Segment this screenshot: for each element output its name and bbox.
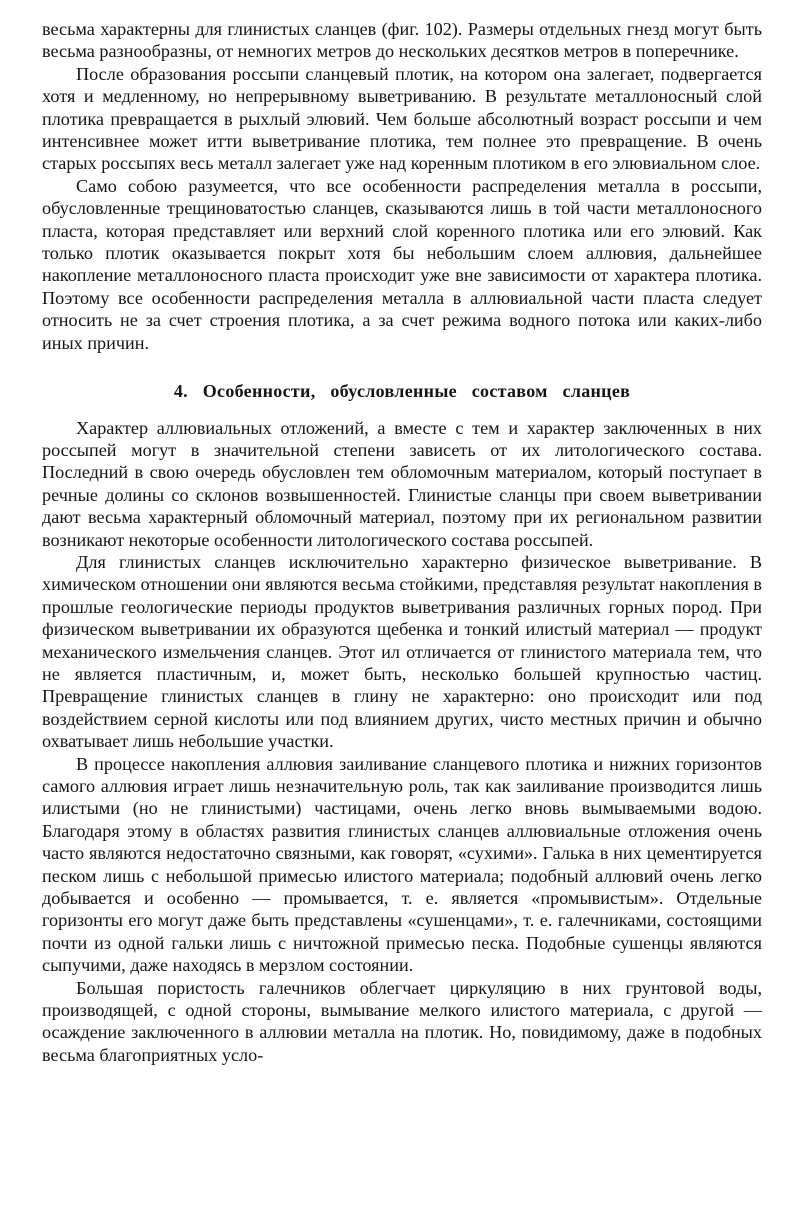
section-heading: 4. Особенности, обусловленные составом сланцев (173, 381, 631, 402)
paragraph-continuation: весьма характерны для глинистых сланцев (фиг. 102). Размеры отдельных гнезд могут быть весьма разнообразны, от немногих метров до нескольких десятков метров в поперечнике. (42, 19, 762, 62)
paragraph-physical-weathering: Для глинистых сланцев исключительно характерно физическое выветривание. В химическом отношении они являются весьма стойкими, представляя результат накопления в прошлые геологические периоды продуктов выветривания различных горных пород. При физическом выветривании их образуются щебенка и тонкий илистый материал — продукт механического измельчения сланцев. Этот ил отличается от глинистого материала тем, что не является пластичным, и, может быть, несколько большей крупностью частиц. Превращение глинистых сланцев в глину не характерно: оно происходит или под воздействием серной кислоты или под влиянием других, чисто местных причин и обычно охватывает лишь небольшие участки. (42, 551, 762, 752)
paragraph-porosity: Большая пористость галечников облегчает циркуляцию в них грунтовой воды, производящей, с одной стороны, вымывание мелкого илистого материала, с другой — осаждение заключенного в аллювии металла на плотик. Но, повидимому, даже в подобных весьма благоприятных усло- (42, 977, 762, 1065)
paragraph-metal-distribution: Само собою разумеется, что все особенности распределения металла в россыпи, обусловленные трещиноватостью сланцев, сказываются лишь в той части металлоносного пласта, которая представляет или верхний слой коренного плотика или его элювий. Как только плотик оказывается покрыт хотя бы небольшим слоем аллювия, дальнейшее накопление металлоносного пласта происходит уже вне зависимости от характера плотика. Поэтому все особенности распределения металла в аллювиальной части пласта следует относить не за счет строения плотика, а за счет режима водного потока или каких-либо иных причин. (42, 175, 762, 353)
paragraph-alluvial-character: Характер аллювиальных отложений, а вместе с тем и характер заключенных в них россыпей могут в значительной степени зависеть от их литологического состава. Последний в свою очередь обусловлен тем обломочным материалом, который поступает в речные долины со склонов возвышенностей. Глинистые сланцы при своем выветривании дают весьма характерный обломочный материал, поэтому при их региональном развитии возникают некоторые особенности литологического состава россыпей. (42, 417, 762, 550)
paragraph-bedrock-weathering: После образования россыпи сланцевый плотик, на котором она залегает, подвергается хотя и медленному, но непрерывному выветриванию. В результате металлоносный слой плотика превращается в рыхлый элювий. Чем больше абсолютный возраст россыпи и чем интенсивнее может итти выветривание плотика, тем полнее это превращение. В очень старых россыпях весь металл залегает уже над коренным плотиком в его элювиальном слое. (42, 63, 762, 174)
paragraph-silting-process: В процессе накопления аллювия заиливание сланцевого плотика и нижних горизонтов самого аллювия играет лишь незначительную роль, так как заиливание производится лишь илистыми (но не глинистыми) частицами, очень легко вновь вымываемыми водою. Благодаря этому в областях развития глинистых сланцев аллювиальные отложения очень часто являются недостаточно связными, как говорят, «сухими». Галька в них цементируется песком лишь с небольшой примесью илистого материала; подобный аллювий очень легко добывается и особенно — промывается, т. е. является «промывистым». Отдельные горизонты его могут даже быть представлены «сушенцами», т. е. галечниками, состоящими почти из одной гальки лишь с ничтожной примесью песка. Подобные сушенцы являются сыпучими, даже находясь в мерзлом состоянии. (42, 753, 762, 976)
